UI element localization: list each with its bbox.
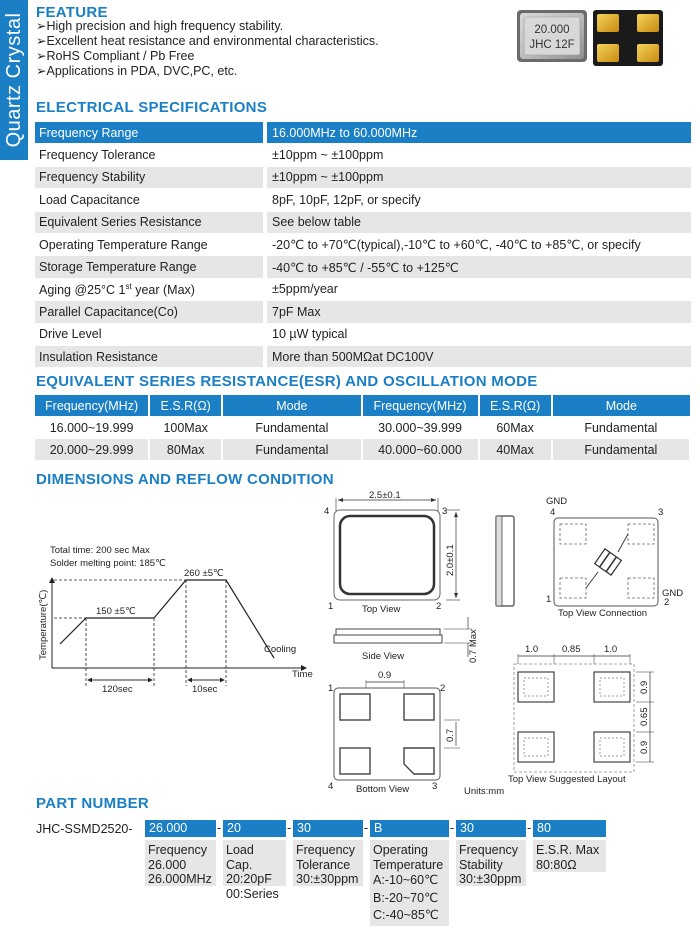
table-row: Drive Level 10 µW typical [35, 323, 691, 345]
table-row: Storage Temperature Range -40℃ to +85℃ / -55℃ to +125℃ [35, 256, 691, 278]
svg-text:4: 4 [328, 781, 334, 792]
svg-text:3: 3 [442, 506, 448, 517]
side-view-caption: Side View [362, 651, 405, 662]
pn-desc-frequency: Frequency 26.000 26.000MHz [145, 840, 216, 886]
bottom-view-drawing [320, 668, 480, 796]
gnd-right-label: GND [662, 588, 684, 599]
reflow-x-label: Time [292, 669, 313, 680]
svg-text:1.0: 1.0 [604, 644, 618, 655]
table-row: Load Capacitance 8pF, 10pF, 12pF, or specify [35, 189, 691, 211]
reflow-curve [60, 580, 274, 658]
svg-text:0.65: 0.65 [639, 707, 650, 726]
bottom-view-gap-x: 0.9 [378, 670, 392, 681]
svg-text:0.85: 0.85 [562, 644, 581, 655]
svg-text:2: 2 [440, 683, 446, 694]
reflow-preheat-label: 150 ±5℃ [96, 606, 136, 617]
top-view-connection-drawing [538, 492, 690, 622]
part-number-heading: PART NUMBER [36, 795, 150, 812]
pn-code-stability: 30 [456, 820, 526, 837]
table-row: Equivalent Series Resistance See below table [35, 211, 691, 233]
product-label-1: 20.000 [534, 24, 570, 36]
reflow-note-total: Total time: 200 sec Max [50, 545, 150, 556]
reflow-span-peak: 10sec [192, 684, 218, 695]
units-note: Units:mm [464, 786, 505, 797]
product-photo [515, 6, 665, 68]
reflow-cooling-label: Cooling [264, 644, 297, 655]
electrical-heading: ELECTRICAL SPECIFICATIONS [36, 99, 268, 116]
bottom-view-caption: Bottom View [356, 784, 410, 795]
table-row: Insulation Resistance More than 500MΩat DC100V [35, 345, 691, 367]
reflow-y-label: Temperature(℃) [38, 589, 49, 660]
svg-text:1.0: 1.0 [525, 644, 539, 655]
pn-desc-esr: E.S.R. Max 80:80Ω [533, 840, 606, 872]
svg-text:4: 4 [324, 506, 330, 517]
feature-item: ➢Excellent heat resistance and environmental characteristics. [36, 34, 379, 48]
svg-text:2: 2 [436, 601, 442, 612]
esr-heading: EQUIVALENT SERIES RESISTANCE(ESR) AND OSCILLATION MODE [36, 373, 538, 390]
top-view-drawing [320, 488, 470, 618]
top-view-caption: Top View [362, 604, 401, 615]
layout-caption: Top View Suggested Layout [508, 774, 626, 785]
reflow-span-preheat: 120sec [102, 684, 133, 695]
svg-text:2: 2 [664, 597, 670, 608]
reflow-note-melt: Solder melting point: 185℃ [50, 558, 166, 569]
gnd-top-label: GND [546, 496, 568, 507]
side-view-drawing [330, 615, 480, 665]
top-view-height: 2.0±0.1 [445, 544, 456, 576]
feature-list [36, 19, 379, 79]
top-view-width: 2.5±0.1 [369, 490, 401, 501]
table-row: 16.000~19.999 100Max Fundamental 30.000~39.999 60Max Fundamental [35, 417, 690, 439]
feature-item: ➢Applications in PDA, DVC,PC, etc. [36, 64, 238, 78]
pn-desc-load: Load Cap. 20:20pF 00:Series [223, 840, 286, 886]
table-row: Frequency Stability ±10ppm ~ ±100ppm [35, 166, 691, 188]
side-profile-drawing [490, 510, 520, 610]
reflow-profile-chart [36, 540, 336, 700]
svg-text:1: 1 [328, 601, 334, 612]
table-row: Frequency Range 16.000MHz to 60.000MHz [35, 122, 691, 144]
part-number-prefix: JHC-SSMD2520- [36, 822, 133, 836]
pn-code-frequency: 26.000 [145, 820, 216, 837]
svg-text:0.9: 0.9 [639, 680, 650, 694]
table-row: Frequency(MHz) E.S.R(Ω) Mode Frequency(MHz) E.S.R(Ω) Mode [35, 395, 690, 417]
pn-code-tolerance: 30 [293, 820, 363, 837]
connection-caption: Top View Connection [558, 608, 648, 619]
svg-text:1: 1 [546, 594, 552, 605]
sidebar-title: Quartz Crystal [3, 12, 25, 148]
svg-text:4: 4 [550, 507, 556, 518]
bottom-view-gap-y: 0.7 [445, 728, 456, 742]
pn-desc-stability: Frequency Stability 30:±30ppm [456, 840, 526, 886]
product-label-2: JHC 12F [529, 39, 575, 51]
feature-item: ➢High precision and high frequency stability. [36, 19, 284, 33]
table-row: Parallel Capacitance(Co) 7pF Max [35, 301, 691, 323]
svg-text:3: 3 [432, 781, 438, 792]
esr-table [35, 395, 691, 461]
feature-item: ➢RoHS Compliant / Pb Free [36, 49, 195, 63]
svg-text:1: 1 [328, 683, 334, 694]
table-row: Frequency Tolerance ±10ppm ~ ±100ppm [35, 144, 691, 166]
pn-code-temperature: B [370, 820, 449, 837]
pn-code-esr: 80 [533, 820, 606, 837]
feature-heading: FEATURE [36, 4, 108, 21]
reflow-peak-label: 260 ±5℃ [184, 568, 224, 579]
table-row: 20.000~29.999 80Max Fundamental 40.000~60.000 40Max Fundamental [35, 439, 690, 461]
table-row: Operating Temperature Range -20℃ to +70℃(typical),-10℃ to +60℃, -40℃ to +85℃, or specify [35, 233, 691, 255]
dimensions-heading: DIMENSIONS AND REFLOW CONDITION [36, 471, 334, 488]
svg-text:3: 3 [658, 507, 664, 518]
svg-text:0.9: 0.9 [639, 740, 650, 754]
pn-desc-tolerance: Frequency Tolerance 30:±30ppm [293, 840, 363, 886]
table-row: Aging @25°C 1st year (Max) ±5ppm/year [35, 278, 691, 300]
pn-code-load: 20 [223, 820, 286, 837]
sidebar-tab [0, 0, 28, 160]
pn-desc-temperature: Operating Temperature A:-10~60℃ B:-20~70℃ C:-40~85℃ [370, 840, 449, 926]
suggested-layout-drawing [504, 640, 674, 786]
side-view-height: 0.7 Max [468, 629, 479, 663]
electrical-spec-table [35, 122, 691, 368]
